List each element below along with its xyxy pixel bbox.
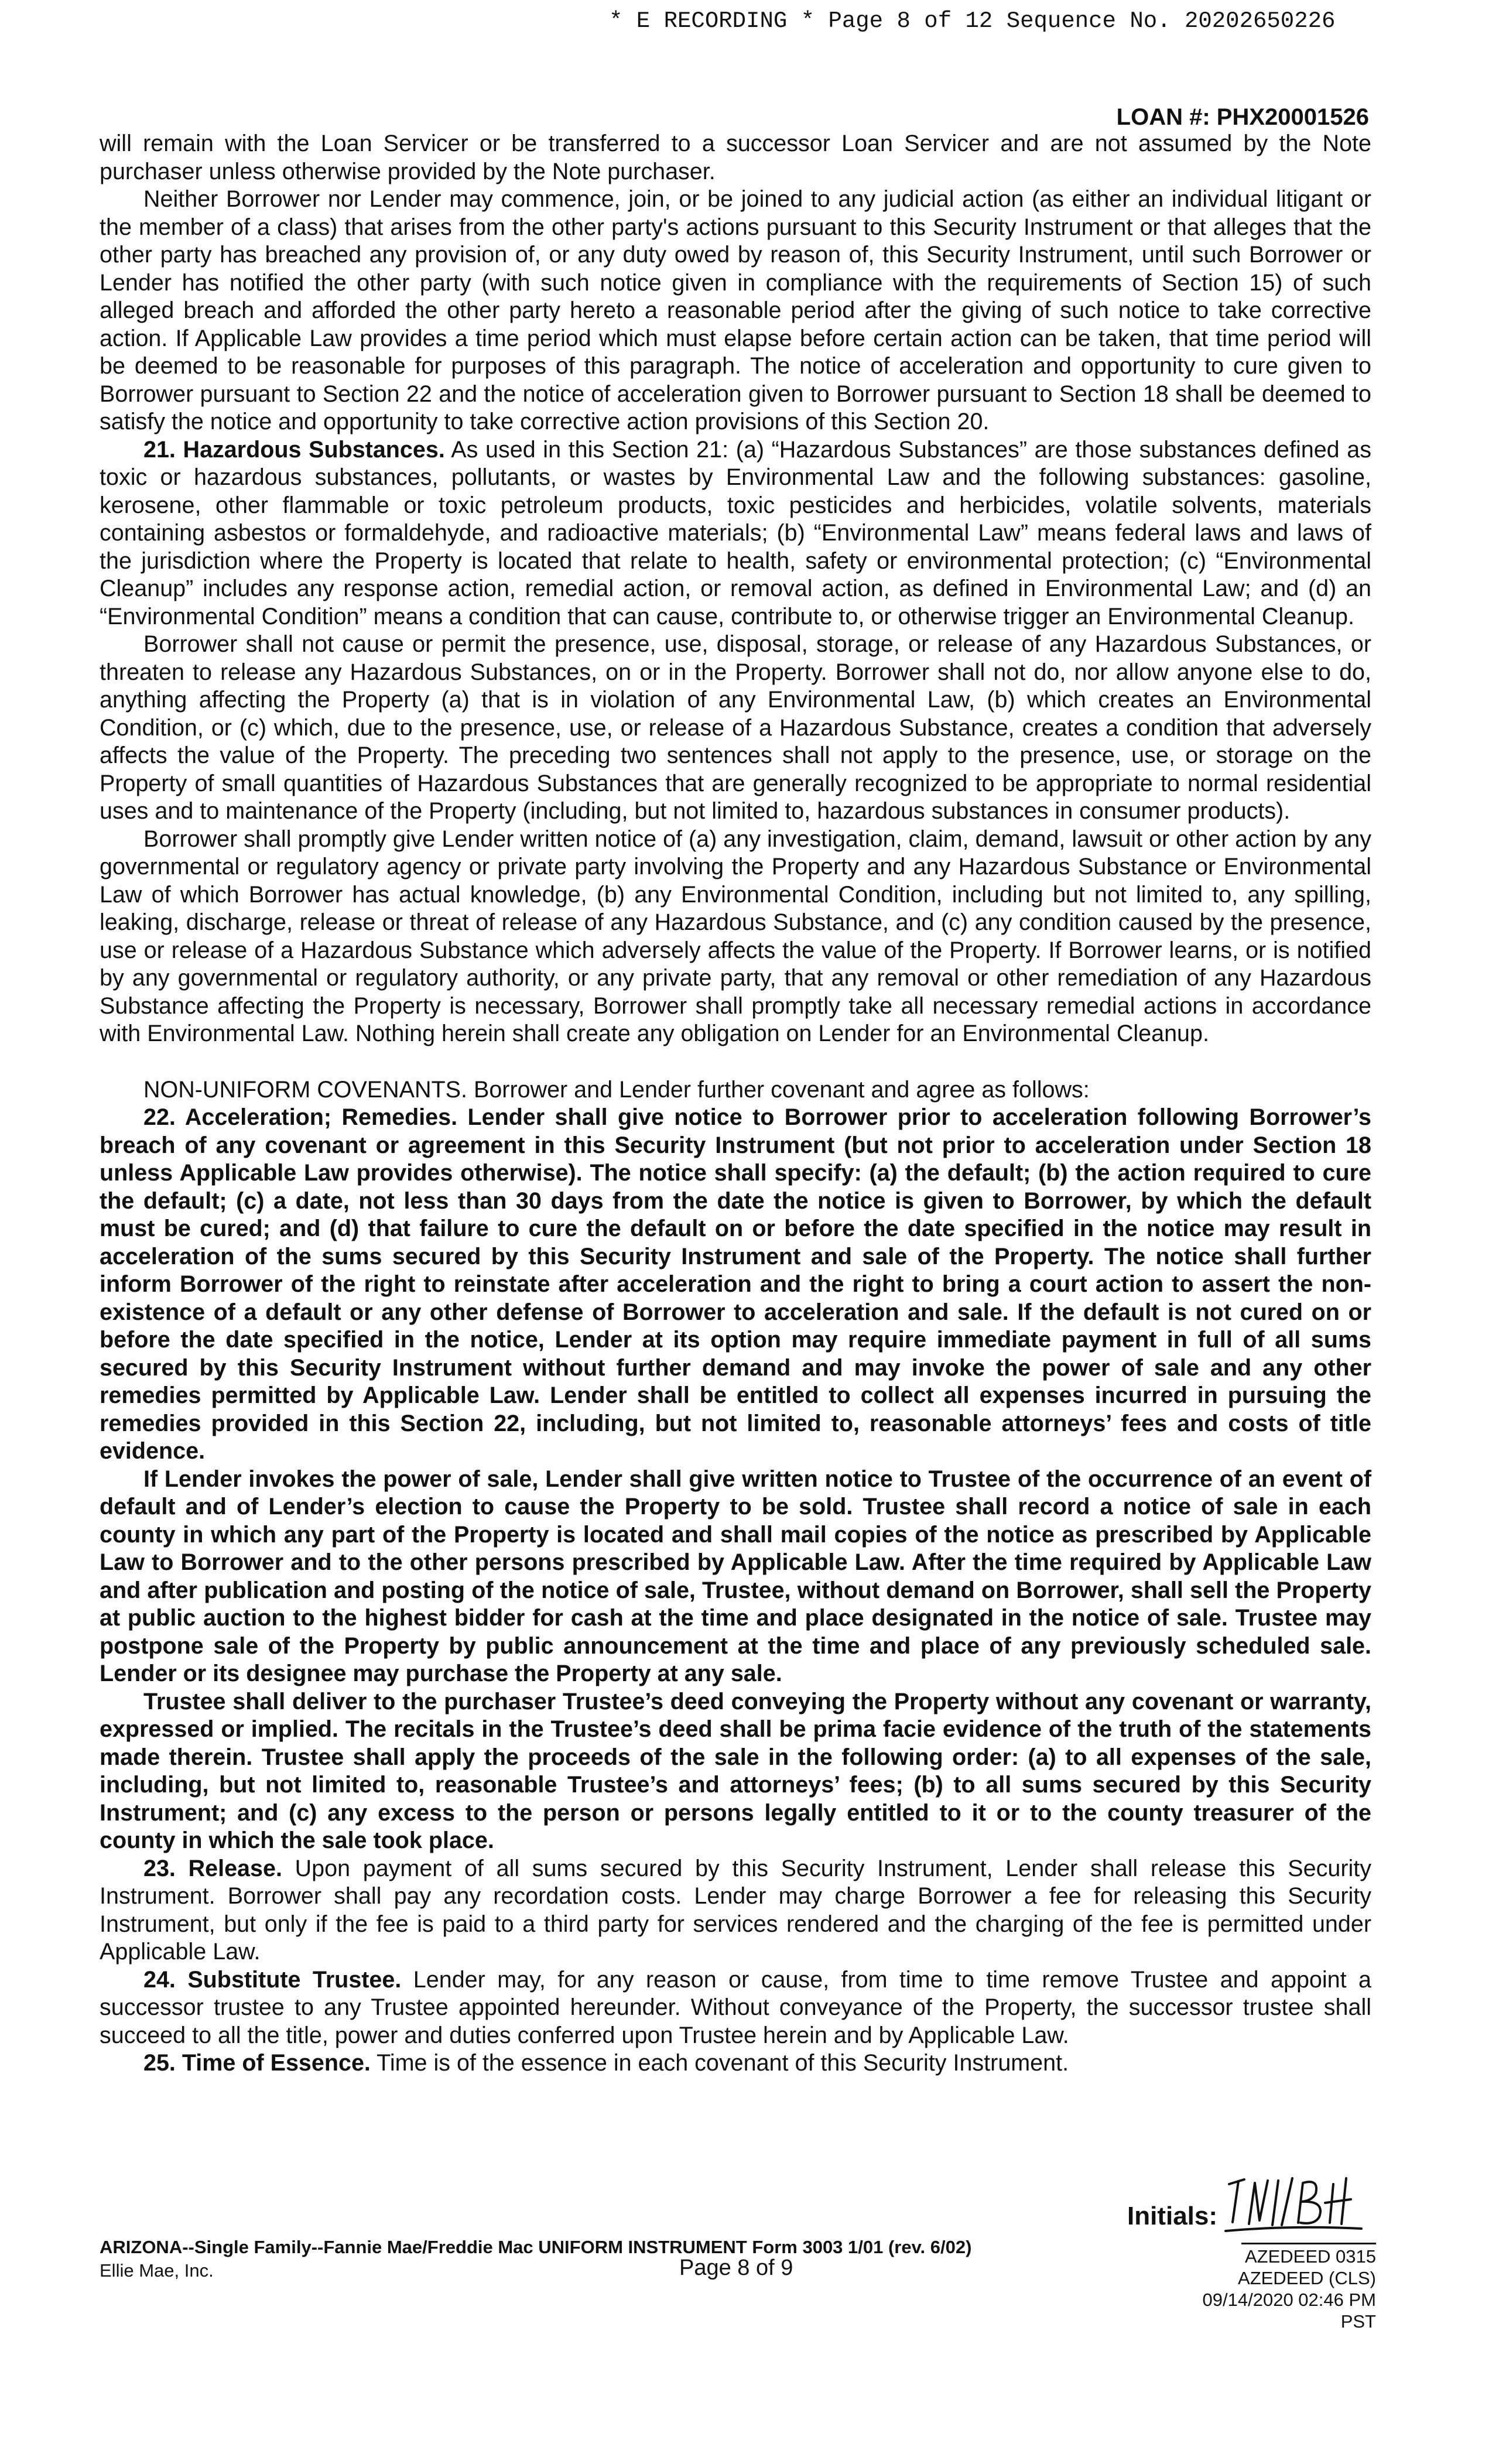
footer-form-codes	[1195, 2243, 1376, 2332]
section-22-acceleration: 22. Acceleration; Remedies. Lender shall give notice to Borrower prior to acceleration following Borrower’s breach of any covenant or agreement in this Security Instrument (but not prior to acceleration under Section 18 unless Applicable Law provides otherwise). The notice shall specify: (a) the default; (b) the action required to cure the default; (c) a date, not less than 30 days from the date the notice is given to Borrower, by which the default must be cured; and (d) that failure to cure the default on or before the date specified in the notice may result in acceleration of the sums secured by this Security Instrument and sale of the Property. The notice shall further inform Borrower of the right to reinstate after acceleration and the right to bring a court action to assert the non-existence of a default or any other defense of Borrower to acceleration and sale. If the default is not cured on or before the date specified in the notice, Lender at its option may require immediate payment in full of all sums secured by this Security Instrument without further demand and may invoke the power of sale and any other remedies permitted by Applicable Law. Lender shall be entitled to collect all expenses incurred in pursuing the remedies provided in this Section 22, including, but not limited to, reasonable attorneys’ fees and costs of title evidence.	[100, 1104, 1371, 1464]
section-25-heading: 25. Time of Essence.	[143, 2050, 371, 2076]
form-title: ARIZONA--Single Family--Fannie Mae/Freddie Mac UNIFORM INSTRUMENT Form 3003 1/01 (rev. 6/02)	[100, 2237, 972, 2257]
initials-signature	[1221, 2167, 1367, 2237]
form-code-cls: AZEDEED (CLS)	[1238, 2268, 1376, 2288]
paragraph-borrower-notice: Borrower shall promptly give Lender written notice of (a) any investigation, claim, demand, lawsuit or other action by any governmental or regulatory agency or private party involving the Property and any Hazardous Substance or Environmental Law of which Borrower has actual knowledge, (b) any Environmental Condition, including but not limited to, any spilling, leaking, discharge, release or threat of release of any Hazardous Substance, and (c) any condition caused by the presence, use or release of a Hazardous Substance which adversely affects the value of the Property. If Borrower learns, or is notified by any governmental or regulatory authority, or any private party, that any removal or other remediation of any Hazardous Substance affecting the Property is necessary, Borrower shall promptly take all necessary remedial actions in accordance with Environmental Law. Nothing herein shall create any obligation on Lender for an Environmental Cleanup.	[100, 826, 1371, 1046]
recording-header: * E RECORDING * Page 8 of 12 Sequence No. 20202650226	[609, 8, 1336, 34]
section-25-text: Time is of the essence in each covenant of this Security Instrument.	[377, 2050, 1069, 2076]
footer-form-info	[100, 2236, 971, 2282]
form-code: AZEDEED 0315	[1245, 2246, 1376, 2267]
section-22-trustee-deed: Trustee shall deliver to the purchaser Trustee’s deed conveying the Property without any covenant or warranty, expressed or implied. The recitals in the Trustee’s deed shall be prima facie evidence of the truth of the statements made therein. Trustee shall apply the proceeds of the sale in the following order: (a) to all expenses of the sale, including, but not limited to, reasonable Trustee’s and attorneys’ fees; (b) to all sums secured by this Security Instrument; and (c) any excess to the person or persons legally entitled to it or to the county treasurer of the county in which the sale took place.	[100, 1688, 1371, 1853]
print-timestamp: 09/14/2020 02:46 PM PST	[1202, 2290, 1376, 2332]
section-21-hazardous-substances	[100, 436, 1371, 631]
section-23-release	[100, 1855, 1371, 1966]
section-24-heading: 24. Substitute Trustee.	[143, 1966, 402, 1993]
document-body	[100, 130, 1371, 2078]
non-uniform-covenants: NON-UNIFORM COVENANTS. Borrower and Lender further covenant and agree as follows:	[143, 1076, 1090, 1103]
section-23-heading: 23. Release.	[143, 1855, 282, 1881]
page-number: Page 8 of 9	[679, 2256, 793, 2280]
section-21-text: As used in this Section 21: (a) “Hazardous Substances” are those substances defined as toxic or hazardous substances, pollutants, or wastes by Environmental Law and the following substances: gasoline, kerosene, other flammable or toxic petroleum products, toxic pesticides and herbicides, volatile solvents, materials containing asbestos or formaldehyde, and radioactive materials; (b) “Environmental Law” means federal laws and laws of the jurisdiction where the Property is located that relate to health, safety or environmental protection; (c) “Environmental Cleanup” includes any response action, remedial action, or removal action, as defined in Environmental Law; and (d) an “Environmental Condition” means a condition that can cause, contribute to, or otherwise trigger an Environmental Cleanup.	[100, 436, 1371, 629]
section-23-text: Upon payment of all sums secured by this Security Instrument, Lender shall release this Security Instrument. Borrower shall pay any recordation costs. Lender may charge Borrower a fee for releasing this Security Instrument, but only if the fee is paid to a third party for services rendered and the charging of the fee is permitted under Applicable Law.	[100, 1855, 1371, 1965]
paragraph-continuation: will remain with the Loan Servicer or be transferred to a successor Loan Servicer and are not assumed by the Note purchaser unless otherwise provided by the Note purchaser.	[100, 131, 1371, 184]
publisher: Ellie Mae, Inc.	[100, 2260, 214, 2281]
section-25-time-of-essence	[100, 2049, 1371, 2078]
paragraph-borrower-shall-not: Borrower shall not cause or permit the presence, use, disposal, storage, or release of any Hazardous Substances, or threaten to release any Hazardous Substances, on or in the Property. Borrower shall not do, nor allow anyone else to do, anything affecting the Property (a) that is in violation of any Environmental Law, (b) which creates an Environmental Condition, or (c) which, due to the presence, use, or release of a Hazardous Substance, creates a condition that adversely affects the value of the Property. The preceding two sentences shall not apply to the presence, use, or storage on the Property of small quantities of Hazardous Substances that are generally recognized to be appropriate to normal residential uses and to maintenance of the Property (including, but not limited to, hazardous substances in consumer products).	[100, 631, 1371, 824]
handwritten-initials-icon	[1221, 2167, 1367, 2237]
section-21-heading: 21. Hazardous Substances.	[143, 436, 445, 463]
initials-line	[1241, 2243, 1376, 2244]
paragraph-judicial-action: Neither Borrower nor Lender may commence, join, or be joined to any judicial action (as either an individual litigant or the member of a class) that arises from the other party's actions pursuant to this Security Instrument or that alleges that the other party has breached any provision of, or any duty owed by reason of, this Security Instrument, until such Borrower or Lender has notified the other party (with such notice given in compliance with the requirements of Section 15) of such alleged breach and afforded the other party hereto a reasonable period after the giving of such notice to take corrective action. If Applicable Law provides a time period which must elapse before certain action can be taken, that time period will be deemed to be reasonable for purposes of this paragraph. The notice of acceleration and opportunity to cure given to Borrower pursuant to Section 22 and the notice of acceleration given to Borrower pursuant to Section 18 shall be deemed to satisfy the notice and opportunity to take corrective action provisions of this Section 20.	[100, 186, 1371, 434]
initials-label: Initials:	[1127, 2202, 1218, 2230]
section-22-power-of-sale: If Lender invokes the power of sale, Lender shall give written notice to Trustee of the occurrence of an event of default and of Lender’s election to cause the Property to be sold. Trustee shall record a notice of sale in each county in which any part of the Property is located and shall mail copies of the notice as prescribed by Applicable Law to Borrower and to the other persons prescribed by Applicable Law. After the time required by Applicable Law and after publication and posting of the notice of sale, Trustee, without demand on Borrower, shall sell the Property at public auction to the highest bidder for cash at the time and place designated in the notice of sale. Trustee may postpone sale of the Property by public announcement at the time and place of any previously scheduled sale. Lender or its designee may purchase the Property at any sale.	[100, 1466, 1371, 1686]
loan-number: LOAN #: PHX20001526	[1116, 104, 1369, 130]
section-24-substitute-trustee	[100, 1966, 1371, 2050]
section-24-text: Lender may, for any reason or cause, from time to time remove Trustee and appoint a successor trustee to any Trustee appointed hereunder. Without conveyance of the Property, the successor trustee shall succeed to all the title, power and duties conferred upon Trustee herein and by Applicable Law.	[100, 1966, 1371, 2048]
